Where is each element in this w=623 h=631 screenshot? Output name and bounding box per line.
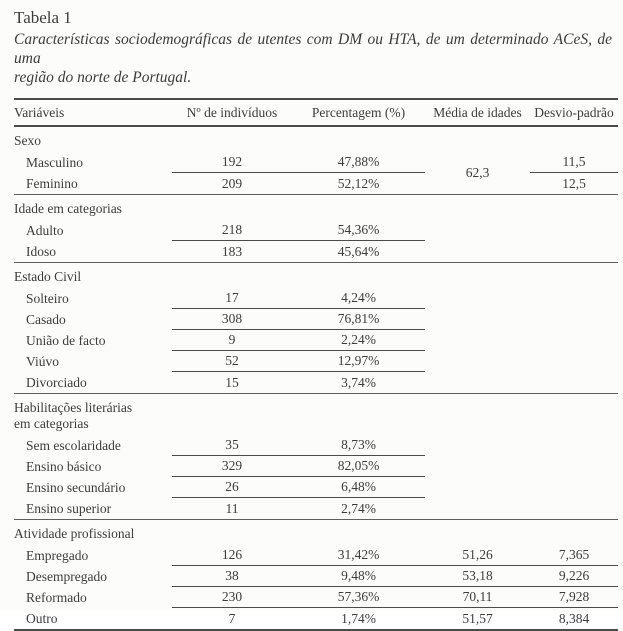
table-row [14,309,618,330]
section-header-line: Sexo [14,133,41,148]
cell-sd [530,372,618,393]
row-values-band [172,435,425,456]
table-row [14,330,618,351]
cell-pct: 47,88% [337,154,380,169]
column-header-percentagem: Percentagem (%) [311,104,406,120]
cell-sd [530,241,618,262]
cell-pct: 57,36% [337,589,380,604]
cell-n: 11 [225,500,239,516]
section-header-line: Estado Civil [14,269,82,284]
table-row [14,608,618,629]
row-values-band [172,477,425,498]
merged-mean-value: 62,3 [465,165,490,180]
row-values-band [172,309,425,330]
row-label: Ensino superior [26,500,112,516]
cell-pct: 2,24% [341,332,376,347]
cell-n: 9 [228,332,236,347]
table-caption [14,30,612,87]
column-headers [14,98,618,127]
row-label: Ensino secundário [26,479,126,495]
cell-mean [425,435,530,456]
row-label: Desempregado [26,568,107,584]
row-label: Empregado [26,547,89,563]
cell-mean [425,372,530,393]
table-row [14,587,618,608]
cell-n: 15 [225,374,239,390]
table-row [14,288,618,309]
cell-sd: 9,226 [558,568,590,583]
cell-sd [530,351,618,372]
row-values-band [172,498,425,519]
row-label: Masculino [26,154,83,170]
row-values-band [172,608,618,629]
column-header-desvio: Desvio-padrão [534,104,614,120]
column-header-media: Média de idades [433,104,522,120]
cell-n: 230 [221,589,243,604]
caption-line-1: Características sociodemográficas de utentes com DM ou HTA, de um determinado ACeS, de uma [14,31,612,67]
cell-sd [530,498,618,519]
row-label: Outro [26,610,58,626]
cell-n: 192 [221,154,243,169]
row-values-band [172,372,425,393]
table-row [14,456,618,477]
cell-n: 218 [221,222,243,237]
table-row [14,372,618,393]
section-header [14,263,618,288]
cell-mean [425,220,530,241]
row-values-band [172,241,425,262]
cell-n: 329 [221,458,243,473]
table-row [14,566,618,587]
cell-sd: 7,365 [558,547,590,562]
cell-sd [530,288,618,309]
cell-pct: 9,48% [341,568,376,583]
cell-mean [425,498,530,519]
cell-mean: 53,18 [462,568,493,583]
table-title: Tabela 1 [14,8,72,27]
row-values-band [172,545,618,566]
cell-pct: 82,05% [337,458,380,473]
row-label: Feminino [26,175,78,191]
section-header-line: Habilitações literárias [14,400,133,415]
cell-mean: 51,26 [462,547,493,562]
table-row [14,477,618,498]
cell-pct: 2,74% [341,500,376,516]
section-header-line: em categorias [14,416,89,431]
cell-mean [425,456,530,477]
cell-sd: 8,384 [558,610,590,626]
cell-pct: 45,64% [337,243,380,259]
table-section [14,195,618,263]
cell-mean: 70,11 [462,589,493,604]
cell-sd: 7,928 [558,589,590,604]
cell-n: 17 [225,290,239,305]
cell-sd [530,309,618,330]
row-label: Reformado [26,589,87,605]
table-row [14,545,618,566]
table-row [14,435,618,456]
cell-n: 38 [225,568,239,583]
cell-pct: 12,97% [337,353,380,368]
cell-sd [530,330,618,351]
section-header [14,195,618,220]
cell-mean [425,241,530,262]
cell-sd [530,477,618,498]
cell-pct: 54,36% [337,222,380,237]
row-label: Viúvo [26,353,59,369]
row-values-band [172,152,425,173]
cell-pct: 31,42% [337,547,380,562]
cell-pct: 3,74% [341,374,376,390]
cell-pct: 8,73% [341,437,376,452]
cell-n: 126 [221,547,243,562]
table-row [14,351,618,372]
cell-n: 308 [221,311,243,326]
cell-mean [425,477,530,498]
cell-pct: 76,81% [337,311,380,326]
cell-n: 52 [225,353,239,368]
cell-mean: 51,57 [462,610,493,626]
table-body [14,127,618,631]
cell-mean [425,330,530,351]
row-label: Ensino básico [26,458,102,474]
cell-pct: 52,12% [337,175,380,191]
section-header-line: Atividade profissional [14,526,135,541]
row-label: União de facto [26,332,106,348]
row-values-band [172,173,425,194]
table [14,98,618,631]
column-header-variaveis: Variáveis [14,104,65,120]
cell-n: 26 [225,479,239,494]
table-row [14,220,618,241]
cell-n: 183 [221,243,243,259]
cell-n: 35 [225,437,239,452]
row-values-band [172,288,425,309]
section-rows [14,545,618,629]
section-rows [14,288,618,393]
cell-pct: 4,24% [341,290,376,305]
row-values-band [172,566,618,587]
table-section [14,127,618,195]
cell-sd [530,220,618,241]
table-section [14,394,618,520]
row-label: Sem escolaridade [26,437,121,453]
section-header [14,394,618,435]
section-rows [14,435,618,519]
row-values-band [172,351,425,372]
row-values-band [172,220,425,241]
row-label: Divorciado [26,374,87,390]
row-label: Solteiro [26,290,69,306]
row-label: Adulto [26,222,64,238]
section-rows [14,152,618,194]
cell-sd [530,456,618,477]
row-label: Idoso [26,243,56,259]
cell-mean [425,351,530,372]
table-section [14,520,618,631]
row-values-band [172,456,425,477]
cell-pct: 6,48% [341,479,376,494]
row-label: Casado [26,311,66,327]
cell-n: 7 [228,610,236,626]
section-header [14,127,618,152]
row-values-band [172,587,618,608]
table-section [14,263,618,394]
cell-mean [425,309,530,330]
cell-sd [530,435,618,456]
section-rows [14,220,618,262]
column-header-n: Nº de indivíduos [186,104,278,120]
row-values-band [172,330,425,351]
caption-line-2: região do norte de Portugal. [14,69,192,86]
section-header [14,520,618,545]
table-row [14,241,618,262]
table-row [14,498,618,519]
cell-n: 209 [221,175,243,191]
cell-pct: 1,74% [341,610,376,626]
cell-mean [425,288,530,309]
cell-sd: 12,5 [562,175,586,191]
section-header-line: Idade em categorias [14,201,122,216]
cell-sd: 11,5 [530,152,618,173]
